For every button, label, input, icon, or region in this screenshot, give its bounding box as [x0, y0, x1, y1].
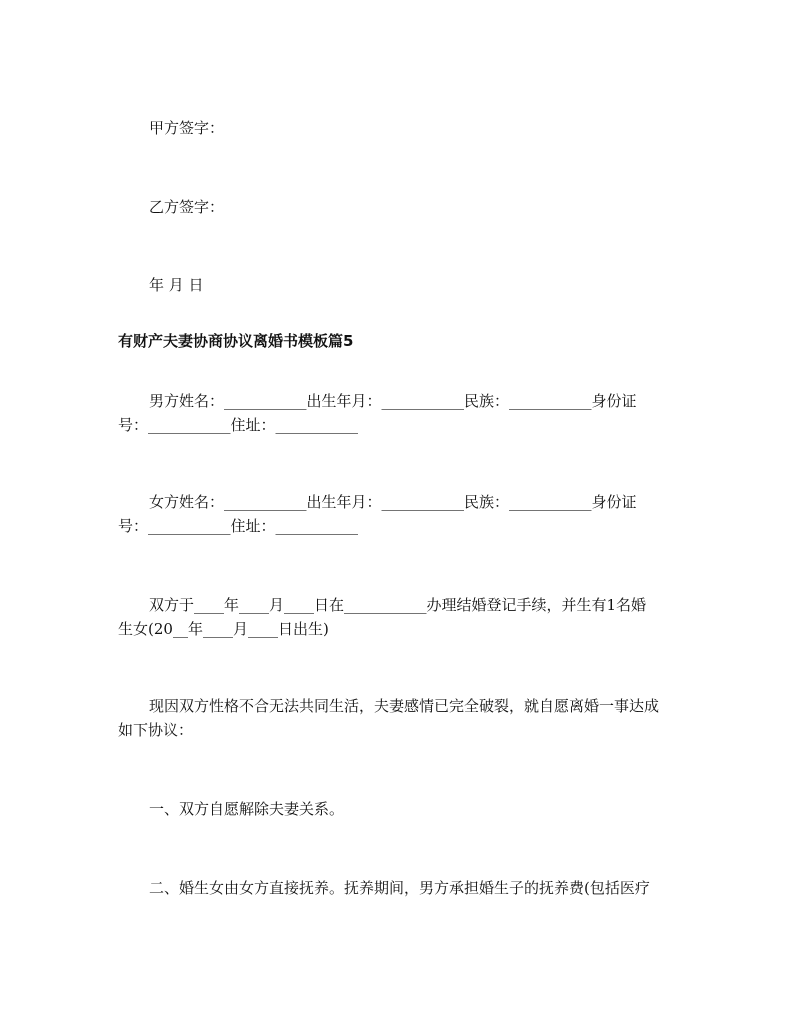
party-a-signature-label: 甲方签字： — [149, 119, 225, 137]
clause-1: 一、双方自愿解除夫妻关系。 — [149, 800, 345, 818]
male-info-line-1: 男方姓名：___________出生年月：___________民族：___________身份证 — [149, 392, 637, 410]
female-info-line-2: 号：___________住址：___________ — [118, 517, 359, 535]
party-b-signature-label: 乙方签字： — [149, 198, 225, 216]
reason-line-1: 现因双方性格不合无法共同生活，夫妻感情已完全破裂，就自愿离婚一事达成 — [149, 697, 660, 715]
female-info-line-1: 女方姓名：___________出生年月：___________民族：___________身份证 — [149, 493, 637, 511]
clause-2: 二、婚生女由女方直接抚养。抚养期间，男方承担婚生子的抚养费(包括医疗 — [149, 879, 650, 897]
reason-line-2: 如下协议： — [118, 721, 194, 739]
section-title: 有财产夫妻协商协议离婚书模板篇5 — [118, 332, 354, 350]
marriage-info-line-2: 生女(20__年____月____日出生) — [118, 620, 329, 638]
signature-date: 年 月 日 — [149, 276, 204, 294]
male-info-line-2: 号：___________住址：___________ — [118, 416, 359, 434]
marriage-info-line-1: 双方于____年____月____日在___________办理结婚登记手续，并生有1名婚 — [149, 596, 647, 614]
